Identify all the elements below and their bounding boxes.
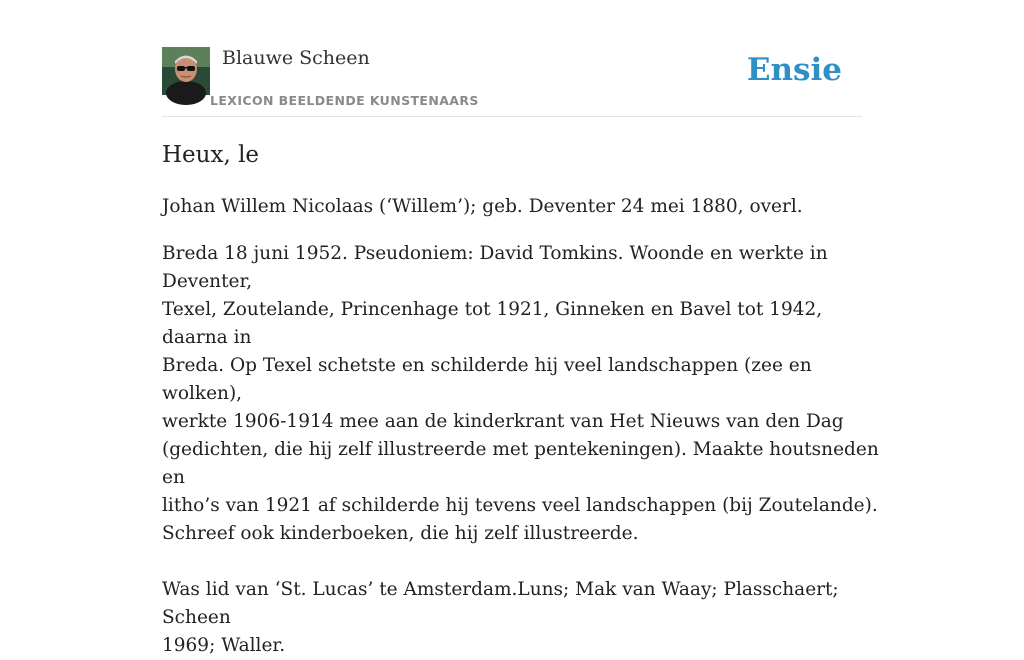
author-name[interactable]: Blauwe Scheen: [222, 47, 370, 69]
article-paragraph: [162, 240, 882, 548]
text-line: litho’s van 1921 af schilderde hij tevens veel landschappen (bij Zoutelande).: [162, 495, 878, 516]
text-line: 1969; Waller.: [162, 635, 286, 656]
article-title: Heux, le: [162, 142, 260, 168]
text-line: werkte 1906-1914 mee aan de kinderkrant van Het Nieuws van den Dag: [162, 411, 844, 432]
text-line: (gedichten, die hij zelf illustreerde met pentekeningen). Maakte houtsneden en: [162, 439, 879, 488]
text-line: Was lid van ‘St. Lucas’ te Amsterdam.Luns; Mak van Waay; Plasschaert; Scheen: [162, 579, 839, 628]
text-line: Texel, Zoutelande, Princenhage tot 1921, Ginneken en Bavel tot 1942, daarna in: [162, 299, 823, 348]
avatar[interactable]: [162, 47, 210, 95]
article-footer-paragraph: [162, 576, 882, 660]
text-line: Schreef ook kinderboeken, die hij zelf illustreerde.: [162, 523, 639, 544]
header: [162, 46, 862, 117]
category-label[interactable]: LEXICON BEELDENDE KUNSTENAARS: [210, 93, 479, 108]
person-portrait-icon: [162, 47, 210, 95]
text-line: Breda 18 juni 1952. Pseudoniem: David Tomkins. Woonde en werkte in Deventer,: [162, 243, 828, 292]
site-logo[interactable]: Ensie: [746, 52, 842, 88]
text-line: Breda. Op Texel schetste en schilderde hij veel landschappen (zee en wolken),: [162, 355, 812, 404]
article-intro: Johan Willem Nicolaas (‘Willem’); geb. Deventer 24 mei 1880, overl.: [162, 196, 803, 217]
article-body: [162, 193, 882, 660]
